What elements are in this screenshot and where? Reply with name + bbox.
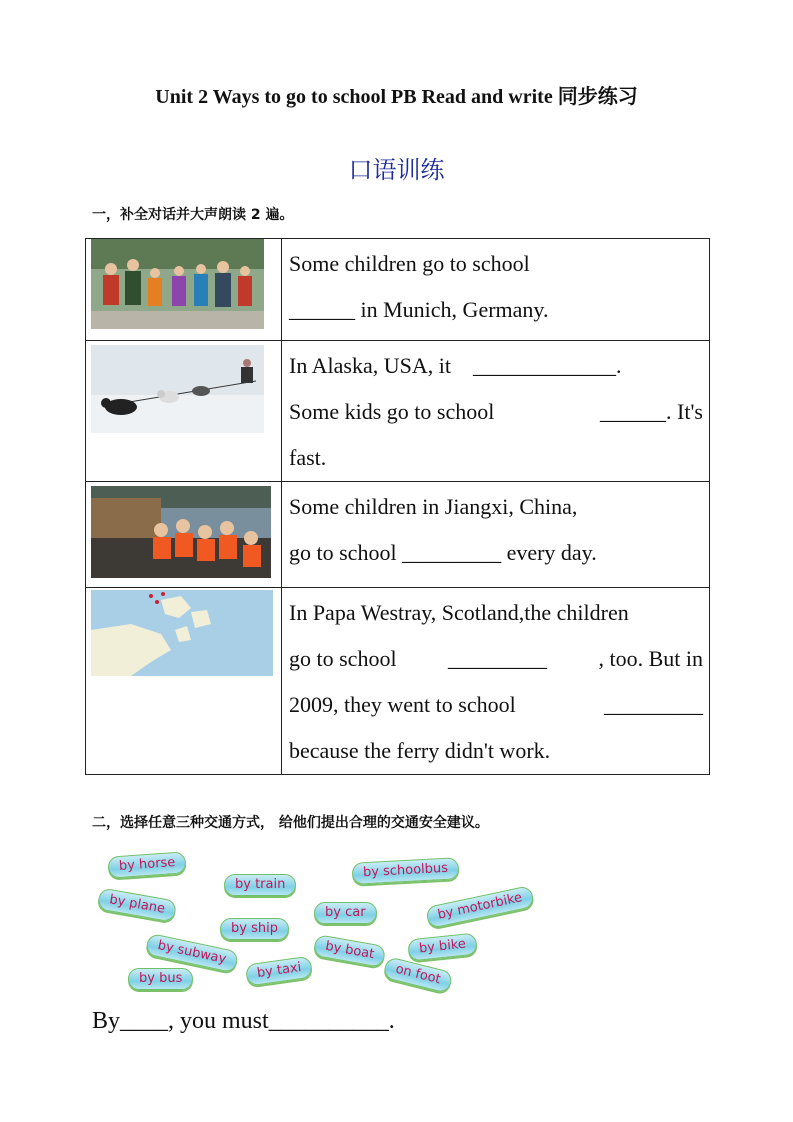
answer-blank[interactable]: _________	[402, 540, 502, 565]
sentence-line: fast.	[289, 445, 327, 470]
sentence-text: , too. But in	[598, 646, 703, 671]
ferry-children-photo	[91, 486, 271, 578]
option-by-subway: by subway	[145, 933, 239, 974]
worksheet-subtitle: 口语训练	[348, 156, 445, 184]
sentence-line: Some children in Jiangxi, China,	[289, 494, 578, 519]
option-by-horse: by horse	[107, 851, 187, 878]
section-1-instruction: 一，补全对话并大声朗读 2 遍。	[92, 207, 294, 223]
sentence-line: In Papa Westray, Scotland,the children	[289, 600, 629, 625]
worksheet-title: Unit 2 Ways to go to school PB Read and write 同步练习	[155, 86, 638, 108]
sentence-text: every day.	[501, 540, 597, 565]
option-by-ship: by ship	[220, 918, 289, 940]
sentence-text: .	[388, 1008, 395, 1034]
sentence-text: , you must	[168, 1008, 269, 1034]
transport-options-image	[90, 848, 550, 998]
option-by-train: by train	[224, 874, 296, 896]
image-cell	[86, 341, 282, 482]
option-by-car: by car	[314, 902, 377, 924]
table-row	[86, 239, 710, 341]
dog-sled-photo	[91, 345, 264, 433]
sentence-cell	[282, 239, 710, 341]
sentence-text: 2009, they went to school	[289, 692, 516, 717]
answer-blank[interactable]: ______	[289, 297, 355, 322]
sentence-text: Some kids go to school	[289, 399, 495, 424]
image-cell	[86, 588, 282, 775]
sentence-text: . It's	[666, 399, 703, 424]
sentence-text: go to school	[289, 646, 397, 671]
sentence-line: because the ferry didn't work.	[289, 738, 551, 763]
image-cell	[86, 482, 282, 588]
option-by-boat: by boat	[313, 934, 387, 968]
option-by-bike: by bike	[407, 932, 478, 961]
option-by-bus: by bus	[128, 968, 193, 990]
sentence-line: Some children go to school	[289, 251, 530, 276]
answer-blank[interactable]: __________	[268, 1008, 389, 1034]
table-row	[86, 588, 710, 775]
option-by-taxi: by taxi	[245, 955, 314, 986]
option-by-schoolbus: by schoolbus	[351, 857, 459, 885]
option-on-foot: on foot	[382, 956, 453, 994]
sentence-text: By	[92, 1008, 121, 1034]
answer-blank[interactable]: _____________	[472, 353, 616, 378]
exercise-table	[85, 238, 710, 775]
sentence-cell	[282, 341, 710, 482]
answer-blank[interactable]: _________	[448, 646, 548, 671]
sentence-text: In Alaska, USA, it	[289, 353, 451, 378]
section-2-instruction: 二，选择任意三种交通方式， 给他们提出合理的交通安全建议。	[92, 815, 489, 831]
children-walking-photo	[91, 239, 264, 329]
answer-blank[interactable]: ____	[120, 1008, 169, 1034]
answer-blank[interactable]: _________	[604, 692, 703, 717]
answer-sentence	[92, 1008, 395, 1035]
option-by-motorbike: by motorbike	[425, 885, 535, 929]
sentence-cell	[282, 482, 710, 588]
table-row	[86, 482, 710, 588]
image-cell	[86, 239, 282, 341]
table-row	[86, 341, 710, 482]
sentence-text: go to school	[289, 540, 397, 565]
sentence-cell	[282, 588, 710, 775]
scotland-map	[91, 590, 273, 676]
answer-blank[interactable]: ______	[600, 399, 667, 424]
option-by-plane: by plane	[97, 887, 178, 922]
sentence-text: .	[615, 353, 622, 378]
sentence-text: in Munich, Germany.	[355, 297, 549, 322]
